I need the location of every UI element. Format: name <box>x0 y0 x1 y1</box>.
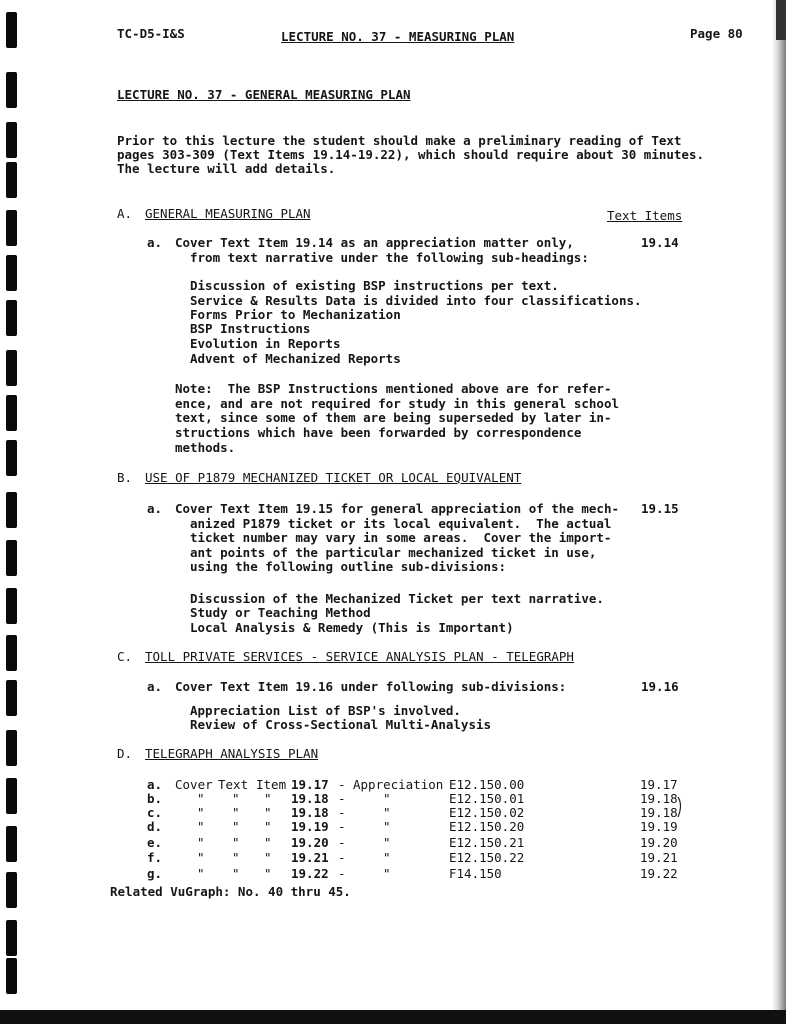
intro-line: pages 303-309 (Text Items 19.14-19.22), which should require about 30 minutes. <box>117 147 704 162</box>
row-item: " <box>264 819 272 834</box>
row-item: " <box>264 835 272 850</box>
binder-hole <box>6 872 17 908</box>
row-text: " <box>232 805 240 820</box>
row-dash: - <box>338 866 346 881</box>
binder-hole <box>6 210 17 246</box>
row-item-number: 19.21 <box>291 850 329 865</box>
row-cover: " <box>197 805 205 820</box>
subheading: Discussion of existing BSP instructions per text. <box>190 278 559 293</box>
row-description: " <box>383 791 391 806</box>
section-heading: USE OF P1879 MECHANIZED TICKET OR LOCAL EQUIVALENT <box>145 470 522 485</box>
section-letter: D. <box>117 746 133 761</box>
item-letter: a. <box>147 679 163 694</box>
row-item-number: 19.20 <box>291 835 329 850</box>
row-plan-number: E12.150.22 <box>449 850 525 865</box>
binder-hole <box>6 778 17 814</box>
subheading: Evolution in Reports <box>190 336 341 351</box>
row-description: " <box>383 850 391 865</box>
row-text: " <box>232 835 240 850</box>
row-ref: 19.19 <box>640 819 678 834</box>
intro-line: Prior to this lecture the student should make a preliminary reading of Text <box>117 133 682 148</box>
binder-hole <box>6 12 17 48</box>
row-item-number: 19.18 <box>291 805 329 820</box>
row-text: " <box>232 850 240 865</box>
subheading: BSP Instructions <box>190 321 311 336</box>
binder-hole <box>6 588 17 624</box>
row-letter: b. <box>147 791 163 806</box>
binder-hole <box>6 635 17 671</box>
row-description: Appreciation <box>353 777 444 792</box>
row-letter: c. <box>147 805 163 820</box>
row-dash: - <box>338 850 346 865</box>
item-text: Cover Text Item 19.15 for general appreciation of the mech- <box>175 501 620 516</box>
row-item: Item <box>256 777 287 792</box>
item-letter: a. <box>147 235 163 250</box>
subdivision: Study or Teaching Method <box>190 605 371 620</box>
subdivision: Appreciation List of BSP's involved. <box>190 703 461 718</box>
row-text: " <box>232 819 240 834</box>
note-line: ence, and are not required for study in this general school <box>175 396 620 411</box>
binder-hole <box>6 492 17 528</box>
row-item: " <box>264 850 272 865</box>
row-item-number: 19.19 <box>291 819 329 834</box>
row-item-number: 19.18 <box>291 791 329 806</box>
row-ref: 19.18 <box>640 805 678 820</box>
row-text: " <box>232 791 240 806</box>
row-dash: - <box>338 805 346 820</box>
row-letter: g. <box>147 866 163 881</box>
row-description: " <box>383 835 391 850</box>
section-letter: C. <box>117 649 133 664</box>
row-dash: - <box>338 791 346 806</box>
doc-code: TC-D5-I&S <box>117 26 185 41</box>
binder-hole <box>6 350 17 386</box>
row-text: " <box>232 866 240 881</box>
row-plan-number: E12.150.01 <box>449 791 525 806</box>
row-description: " <box>383 819 391 834</box>
subdivision: Review of Cross-Sectional Multi-Analysis <box>190 717 492 732</box>
binder-hole <box>6 72 17 108</box>
row-text: Text <box>218 777 249 792</box>
row-dash: - <box>338 835 346 850</box>
binder-hole <box>6 122 17 158</box>
binder-hole <box>6 395 17 431</box>
row-cover: " <box>197 791 205 806</box>
row-plan-number: F14.150 <box>449 866 502 881</box>
row-letter: e. <box>147 835 163 850</box>
related-vugraph: Related VuGraph: No. 40 thru 45. <box>110 884 351 899</box>
row-letter: f. <box>147 850 163 865</box>
subheading: Service & Results Data is divided into four classifications. <box>190 293 642 308</box>
row-cover: " <box>197 819 205 834</box>
binder-hole <box>6 255 17 291</box>
section-heading: TOLL PRIVATE SERVICES - SERVICE ANALYSIS PLAN - TELEGRAPH <box>145 649 574 664</box>
subdivision: Discussion of the Mechanized Ticket per text narrative. <box>190 591 604 606</box>
row-cover: " <box>197 866 205 881</box>
row-item-number: 19.22 <box>291 866 329 881</box>
binder-hole <box>6 440 17 476</box>
section-letter: A. <box>117 206 133 221</box>
item-letter: a. <box>147 501 163 516</box>
row-letter: a. <box>147 777 163 792</box>
text-item-ref: 19.15 <box>641 501 679 516</box>
page-number: Page 80 <box>690 26 743 41</box>
item-text: Cover Text Item 19.14 as an appreciation matter only, <box>175 235 574 250</box>
item-text: from text narrative under the following sub-headings: <box>190 250 589 265</box>
binder-hole <box>6 826 17 862</box>
subheading: Advent of Mechanized Reports <box>190 351 401 366</box>
section-heading: GENERAL MEASURING PLAN <box>145 206 311 221</box>
item-text: ant points of the particular mechanized ticket in use, <box>190 545 597 560</box>
row-plan-number: E12.150.02 <box>449 805 525 820</box>
note-line: methods. <box>175 440 236 455</box>
row-cover: Cover <box>175 777 213 792</box>
binder-hole <box>6 540 17 576</box>
running-title: LECTURE NO. 37 - MEASURING PLAN <box>281 29 515 44</box>
page-title: LECTURE NO. 37 - GENERAL MEASURING PLAN <box>117 87 411 102</box>
row-dash: - <box>338 819 346 834</box>
item-text: ticket number may vary in some areas. Cover the import- <box>190 530 612 545</box>
subheading: Forms Prior to Mechanization <box>190 307 401 322</box>
row-cover: " <box>197 850 205 865</box>
row-item: " <box>264 791 272 806</box>
text-items-column-header: Text Items <box>607 208 683 223</box>
binder-hole <box>6 680 17 716</box>
binder-hole <box>6 920 17 956</box>
page-bottom-shadow <box>0 1010 786 1024</box>
row-plan-number: E12.150.21 <box>449 835 525 850</box>
item-text: anized P1879 ticket or its local equivalent. The actual <box>190 516 612 531</box>
page-corner-shadow <box>776 0 786 40</box>
row-ref: 19.22 <box>640 866 678 881</box>
subdivision: Local Analysis & Remedy (This is Important) <box>190 620 514 635</box>
item-text: using the following outline sub-divisions: <box>190 559 507 574</box>
row-dash: - <box>338 777 346 792</box>
row-ref: 19.17 <box>640 777 678 792</box>
row-item-number: 19.17 <box>291 777 329 792</box>
binder-hole <box>6 730 17 766</box>
page-edge-shadow <box>772 0 786 1024</box>
section-heading: TELEGRAPH ANALYSIS PLAN <box>145 746 319 761</box>
text-item-ref: 19.16 <box>641 679 679 694</box>
binder-hole <box>6 958 17 994</box>
row-ref: 19.20 <box>640 835 678 850</box>
section-letter: B. <box>117 470 133 485</box>
note-line: Note: The BSP Instructions mentioned above are for refer- <box>175 381 612 396</box>
row-description: " <box>383 805 391 820</box>
row-item: " <box>264 805 272 820</box>
row-item: " <box>264 866 272 881</box>
binder-hole <box>6 300 17 336</box>
intro-line: The lecture will add details. <box>117 161 336 176</box>
row-cover: " <box>197 835 205 850</box>
row-description: " <box>383 866 391 881</box>
row-letter: d. <box>147 819 163 834</box>
row-ref: 19.18 <box>640 791 678 806</box>
brace-mark <box>677 795 687 819</box>
binder-hole <box>6 162 17 198</box>
row-plan-number: E12.150.20 <box>449 819 525 834</box>
note-line: text, since some of them are being superseded by later in- <box>175 410 612 425</box>
binder-hole-strip <box>6 0 18 1000</box>
item-text: Cover Text Item 19.16 under following sub-divisions: <box>175 679 567 694</box>
note-line: structions which have been forwarded by correspondence <box>175 425 582 440</box>
text-item-ref: 19.14 <box>641 235 679 250</box>
row-plan-number: E12.150.00 <box>449 777 525 792</box>
row-ref: 19.21 <box>640 850 678 865</box>
